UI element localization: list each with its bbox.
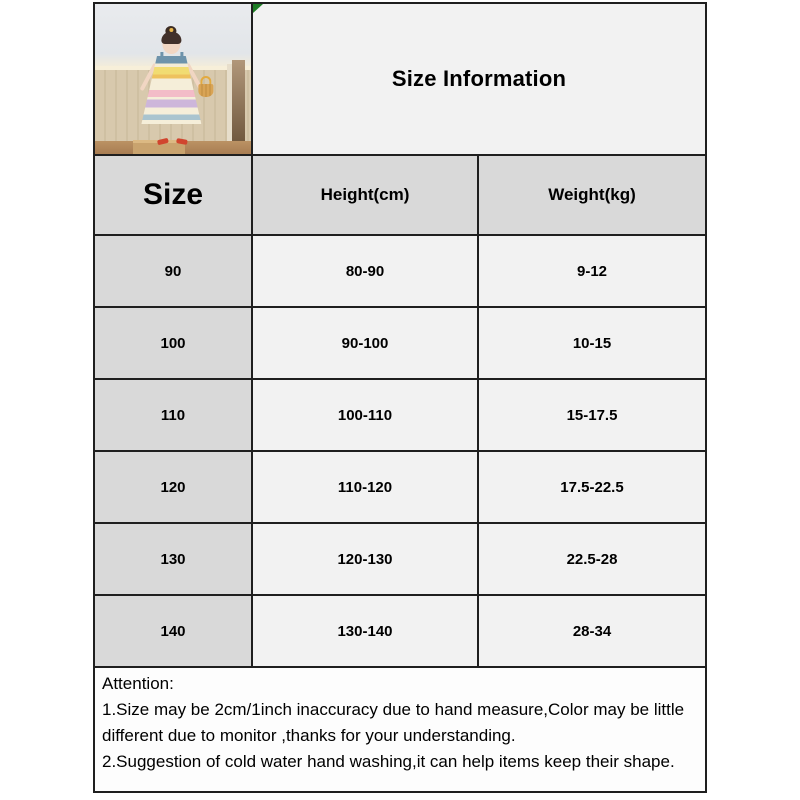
weight-cell: 17.5-22.5 (479, 452, 705, 522)
attention-note (93, 666, 707, 793)
weight-cell: 22.5-28 (479, 524, 705, 594)
girl-sandal-right (176, 138, 188, 145)
product-photo (95, 4, 251, 154)
size-cell: 110 (95, 380, 251, 450)
photo-girl (124, 26, 214, 144)
column-header-size: Size (95, 156, 251, 234)
girl-hair (161, 32, 181, 44)
weight-cell: 9-12 (479, 236, 705, 306)
height-cell: 100-110 (253, 380, 477, 450)
size-cell: 130 (95, 524, 251, 594)
height-cell: 90-100 (253, 308, 477, 378)
attention-line: different due to monitor ,thanks for your understanding. (102, 726, 516, 745)
size-cell: 90 (95, 236, 251, 306)
attention-heading: Attention: (102, 674, 174, 693)
size-information-title (253, 4, 705, 154)
height-cell: 110-120 (253, 452, 477, 522)
height-cell: 130-140 (253, 596, 477, 666)
size-table (93, 2, 707, 668)
weight-cell: 28-34 (479, 596, 705, 666)
attention-line: 2.Suggestion of cold water hand washing,it can help items keep their shape. (102, 752, 675, 771)
size-cell: 100 (95, 308, 251, 378)
attention-line: 1.Size may be 2cm/1inch inaccuracy due to hand measure,Color may be little (102, 700, 685, 719)
weight-cell: 15-17.5 (479, 380, 705, 450)
column-header-height: Height(cm) (253, 156, 477, 234)
size-cell: 120 (95, 452, 251, 522)
weight-cell: 10-15 (479, 308, 705, 378)
size-cell: 140 (95, 596, 251, 666)
photo-wall-panel (232, 60, 245, 144)
height-cell: 120-130 (253, 524, 477, 594)
rattan-basket (198, 84, 213, 97)
title-text: Size Information (391, 66, 567, 91)
cell-note-corner-icon (253, 4, 263, 13)
column-header-weight: Weight(kg) (479, 156, 705, 234)
height-cell: 80-90 (253, 236, 477, 306)
